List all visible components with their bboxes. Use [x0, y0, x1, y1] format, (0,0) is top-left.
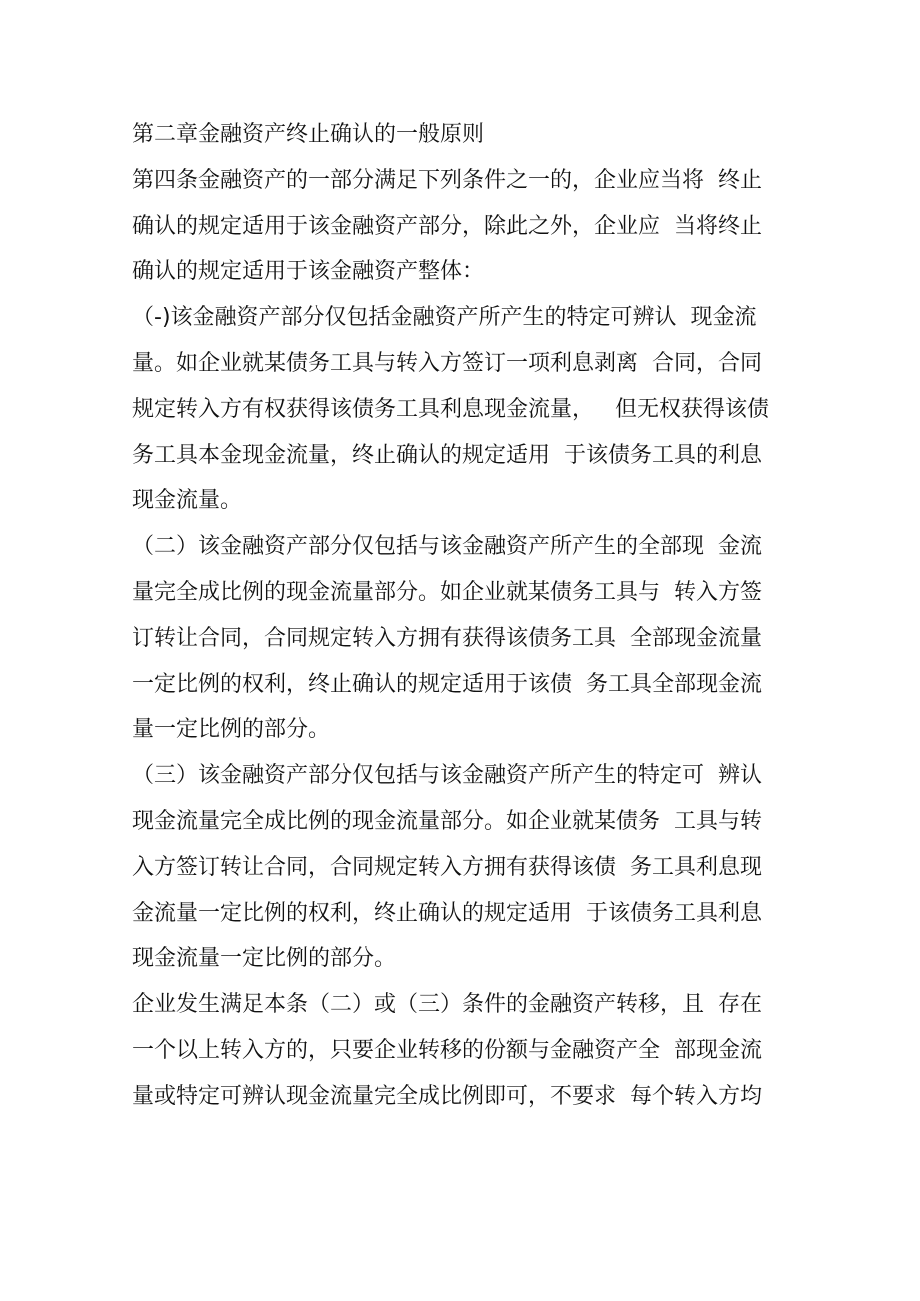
text-line: 现金流量完全成比例的现金流量部分。如企业就某债务 工具与转	[132, 808, 762, 834]
text-line: 规定转入方有权获得该债务工具利息现金流量， 但无权获得该债	[132, 396, 769, 422]
text-line: 企业发生满足本条（二）或（三）条件的金融资产转移，且 存在	[132, 992, 762, 1018]
text-line: （二）该金融资产部分仅包括与该金融资产所产生的全部现 金流	[132, 534, 762, 560]
text-line: 量或特定可辨认现金流量完全成比例即可，不要求 每个转入方均	[132, 1083, 762, 1109]
text-line: 一个以上转入方的，只要企业转移的份额与金融资产全 部现金流	[132, 1037, 762, 1063]
text-line: 第四条金融资产的一部分满足下列条件之一的，企业应当将 终止	[132, 167, 762, 193]
text-line: 量完全成比例的现金流量部分。如企业就某债务工具与 转入方签	[132, 579, 762, 605]
text-line: 量。如企业就某债务工具与转入方签订一项利息剥离 合同，合同	[132, 350, 762, 376]
text-line: 金流量一定比例的权利，终止确认的规定适用 于该债务工具利息	[132, 900, 762, 926]
text-line: 务工具本金现金流量，终止确认的规定适用 于该债务工具的利息	[132, 442, 762, 468]
text-line: 现金流量。	[132, 488, 243, 514]
text-line: 确认的规定适用于该金融资产部分，除此之外，企业应 当将终止	[132, 213, 762, 239]
text-line: 入方签订转让合同，合同规定转入方拥有获得该债 务工具利息现	[132, 854, 762, 880]
chapter-heading: 第二章金融资产终止确认的一般原则	[132, 122, 485, 147]
text-line: 量一定比例的部分。	[132, 717, 331, 743]
text-line: 一定比例的权利，终止确认的规定适用于该债 务工具全部现金流	[132, 671, 762, 697]
text-line: 确认的规定适用于该金融资产整体：	[132, 259, 485, 285]
text-line: 订转让合同，合同规定转入方拥有获得该债务工具 全部现金流量	[132, 625, 762, 651]
document-body	[132, 112, 802, 1120]
text-line: （三）该金融资产部分仅包括与该金融资产所产生的特定可 辨认	[132, 763, 762, 789]
text-line: （-)该金融资产部分仅包括金融资产所产生的特定可辨认 现金流	[132, 305, 757, 331]
text-line: 现金流量一定比例的部分。	[132, 946, 397, 972]
